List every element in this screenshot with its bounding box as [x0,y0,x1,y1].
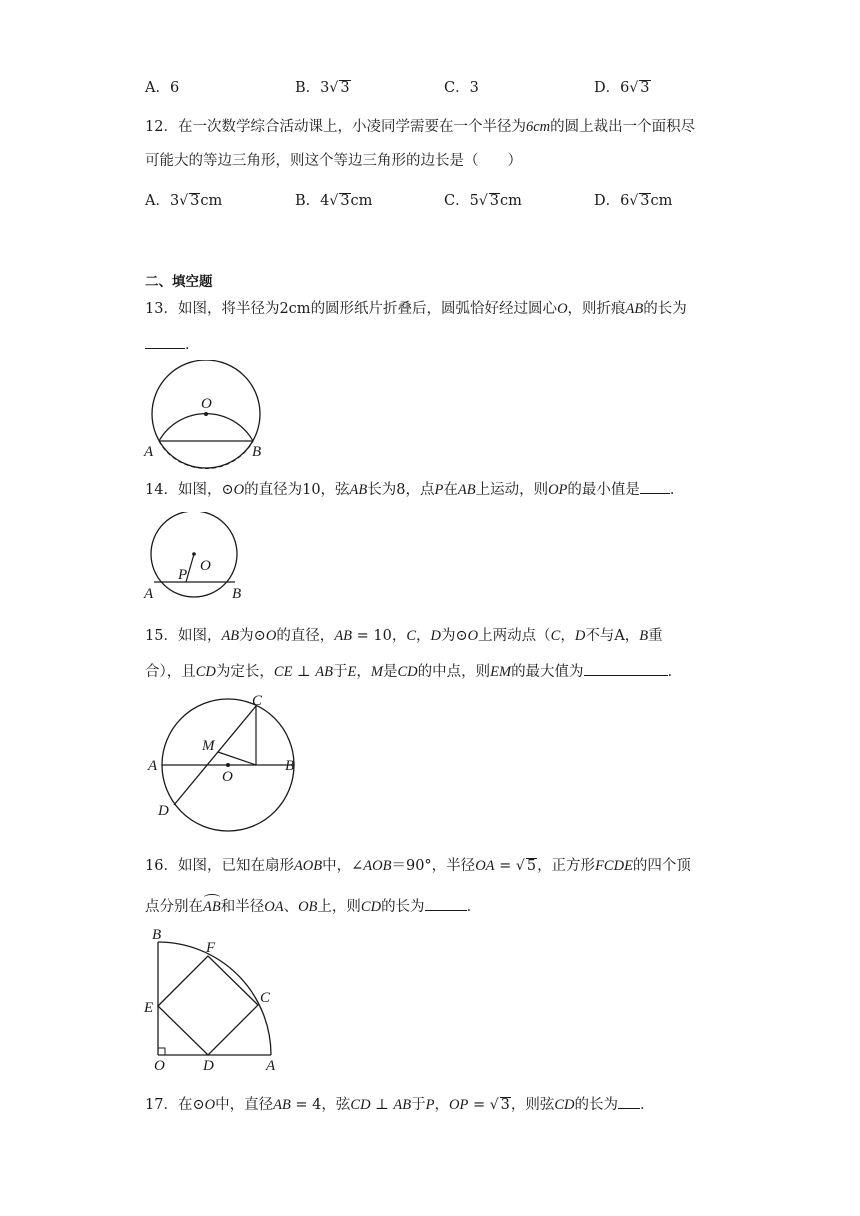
radical-sign: √ [478,193,488,209]
q15-text: = 10， [352,628,407,644]
q16-label-o: O [154,1058,165,1072]
q13-label-a: A [144,444,154,460]
q14-text: 在 [443,482,458,498]
circle-symbol: ⊙ [221,482,234,498]
var: OB [298,899,318,915]
q16-text: = [494,858,516,874]
var: AOB [363,858,392,874]
radicand: 3 [489,193,499,209]
var: AB [221,628,240,644]
var: OA [475,858,495,874]
q16-line1 [145,856,691,876]
q15-text: 的直径， [276,628,335,644]
q15-text: 的中点，则 [417,664,491,680]
q16-text: ，正方形 [537,858,596,874]
punct: ． [667,664,683,680]
unit: cm [650,193,673,209]
radical-sign: √ [329,80,339,96]
q15-line2 [145,660,682,682]
q13-text: 的圆形纸片折叠后，圆弧恰好经过圆心 [310,301,558,317]
coef: 6 [620,80,630,96]
q14-center-dot [192,552,196,556]
q16-right-angle-mark [158,1048,165,1055]
radical-sign: √ [515,858,525,874]
var: P [434,482,444,498]
var: C [406,628,417,644]
var: P [425,1097,435,1113]
q14-text: 的直径为 [244,482,303,498]
q16-label-f: F [206,940,216,956]
q14-label-b: B [232,586,242,602]
var: AB [315,664,334,680]
q15-label-c: C [252,693,263,709]
circle-symbol: ⊙ [253,628,266,644]
var: AB [625,301,644,317]
q12-option-a [145,191,222,211]
q14-text: ，弦 [320,482,350,498]
circle-symbol: ⊙ [192,1097,205,1113]
option-label: A． [145,193,170,209]
radical-sign: √ [489,1097,499,1113]
q12-option-d [594,191,672,211]
punct: ． [669,482,685,498]
q16-text: 点分别在 [145,899,203,915]
q16-label-d: D [203,1058,214,1072]
q15-text: 不与 [585,628,615,644]
var: EM [490,664,512,680]
q16-arc-ab [158,942,271,1055]
section-title: 二、填空题 [145,274,213,290]
var: CD [360,899,382,915]
q16-text: 16．如图，已知在扇形 [145,858,294,874]
q14-text: 14．如图， [145,482,222,498]
q16-text: 和半径 [220,899,265,915]
q15-text: 的最大值为 [511,664,584,680]
radicand: 3 [340,80,350,96]
option-label: C． [444,193,470,209]
q16-text: 的四个顶 [632,858,691,874]
q14-text: 上运动，则 [475,482,549,498]
q11-option-a: A．6 [145,80,180,96]
q15-text: 是 [382,664,398,680]
q16-figure [140,924,290,1072]
q14-segment-op [186,554,194,582]
q12-radius: 6cm [525,119,551,135]
q17-text: 的长为 [574,1097,619,1113]
q17-text: ，则弦 [510,1097,555,1113]
var: CE [273,664,293,680]
q15-label-b: B [285,758,295,774]
var: D [430,628,442,644]
punct: ， [434,1097,449,1113]
q15-label-a: A [148,758,158,774]
coef: 3 [320,80,330,96]
option-label: D． [594,193,621,209]
q13-center-dot [204,412,208,416]
q13-text: 13．如图，将半径为 [145,301,280,317]
radical-sign: √ [329,193,339,209]
q15-segment-em [218,752,256,765]
num: 8 [396,482,406,498]
q13-label-b: B [252,444,262,460]
q12-option-b [295,191,372,211]
radical-sign: √ [179,193,189,209]
answer-blank [640,478,670,494]
var: AB [273,1097,291,1113]
q13-label-o: O [201,396,212,412]
perp-symbol: ⊥ [292,664,316,680]
punct: ． [640,1097,655,1113]
var: OP [548,482,568,498]
var: AB [393,1097,412,1113]
q16-text: 上，则 [317,899,361,915]
q12-text: 12．在一次数学综合活动课上，小凌同学需要在一个半径为 [145,119,526,135]
q17-text: 于 [411,1097,426,1113]
q15-label-d: D [158,803,169,819]
punct: ， [624,628,640,644]
q11-option-b [295,78,351,98]
coef: 5 [469,193,479,209]
q17-text: = 4，弦 [290,1097,351,1113]
q13-figure [138,360,278,472]
radicand: 3 [190,193,200,209]
punct: ． [466,899,482,915]
var: B [639,628,649,644]
q16-label-b: B [152,927,162,943]
q16-label-a: A [266,1058,276,1072]
q11-option-d [594,78,651,98]
q17-text: = [468,1097,490,1113]
q14-text: 的最小值是 [567,482,640,498]
var: D [574,628,586,644]
radical-sign: √ [629,80,639,96]
unit: cm [200,193,223,209]
answer-blank [145,333,185,349]
q16-label-c: C [260,990,271,1006]
q15-text: 15．如图， [145,628,222,644]
var: CD [350,1097,371,1113]
coef: 4 [320,193,330,209]
arc-ab: AB [203,899,221,915]
radicand: 3 [340,193,350,209]
q13-original-arc [159,441,253,468]
q15-text: 上两动点（ [478,628,551,644]
q15-center-dot [226,763,230,767]
q17-text: 中，直径 [215,1097,274,1113]
q15-figure [140,693,310,833]
q16-text: 的长为 [381,899,425,915]
q16-square-fcde [158,956,258,1055]
var: FCDE [595,858,633,874]
q14-text: ，点 [405,482,435,498]
var: AB [334,628,353,644]
q14-label-a: A [144,586,154,602]
var: AB [349,482,368,498]
q13-line2 [145,333,200,355]
var: OA [264,899,284,915]
q13-line1 [145,299,687,319]
perp-symbol: ⊥ [370,1097,394,1113]
answer-blank [425,895,467,911]
q15-text: 为定长， [215,664,274,680]
q12-line1 [145,117,695,137]
radicand: 3 [500,1097,510,1113]
answer-blank [618,1093,640,1109]
var: O [204,1097,216,1113]
q13-folded-arc [159,414,253,441]
q14-label-o: O [200,558,211,574]
coef: 3 [169,193,180,209]
unit: cm [500,193,522,209]
q12-text: 的圆上裁出一个面积尽 [550,119,696,135]
var: O [557,301,568,317]
q11-option-c: C．3 [444,80,479,96]
q13-text: ，则折痕 [567,301,626,317]
q12-line2: 可能大的等边三角形，则这个等边三角形的边长是（ ） [145,153,522,169]
var: M [370,664,383,680]
q14-text: 长为 [367,482,397,498]
punct: ， [356,664,371,680]
punct: ， [560,628,575,644]
q14-label-p: P [178,567,188,583]
num: 10 [302,482,321,498]
q15-text: 合），且 [145,664,196,680]
punct: ． [185,337,200,353]
q15-chord-cd [174,706,256,805]
var: C [550,628,561,644]
q15-text: 重 [648,628,663,644]
q15-line1 [145,626,663,646]
q15-text: 为 [239,628,254,644]
answer-blank [584,660,668,676]
q17-text: 17．在 [145,1097,193,1113]
q13-text: 的长为 [643,301,687,317]
q16-label-e: E [144,1000,154,1016]
var: A [614,628,625,644]
q15-label-o: O [222,769,233,785]
q14-figure [138,512,258,604]
radicand: 3 [640,193,650,209]
var: OP [449,1097,469,1113]
q16-text: 中，∠ [322,858,364,874]
radical-sign: √ [629,193,639,209]
var: O [233,482,245,498]
var: E [347,664,357,680]
radicand: 5 [526,858,537,874]
var: O [467,628,479,644]
option-label: B． [295,80,321,96]
q15-text: 于 [333,664,348,680]
q17-line1 [145,1093,655,1115]
var: CD [195,664,216,680]
circle-symbol: ⊙ [455,628,468,644]
q15-label-m: M [202,738,215,754]
unit: cm [350,193,373,209]
var: AOB [293,858,323,874]
var: CD [554,1097,575,1113]
coef: 6 [620,193,630,209]
q12-option-c [444,191,522,211]
option-label: D． [594,80,621,96]
q16-text: ＝90°，半径 [391,858,476,874]
radicand: 3 [640,80,650,96]
option-label: B． [295,193,321,209]
punct: ， [416,628,431,644]
q13-radius: 2cm [279,301,311,317]
var: CD [397,664,418,680]
var: AB [457,482,476,498]
q16-text: 、 [283,899,299,915]
var: O [265,628,277,644]
q16-line2 [145,895,481,917]
q14-line1 [145,478,684,500]
q15-text: 为 [441,628,456,644]
